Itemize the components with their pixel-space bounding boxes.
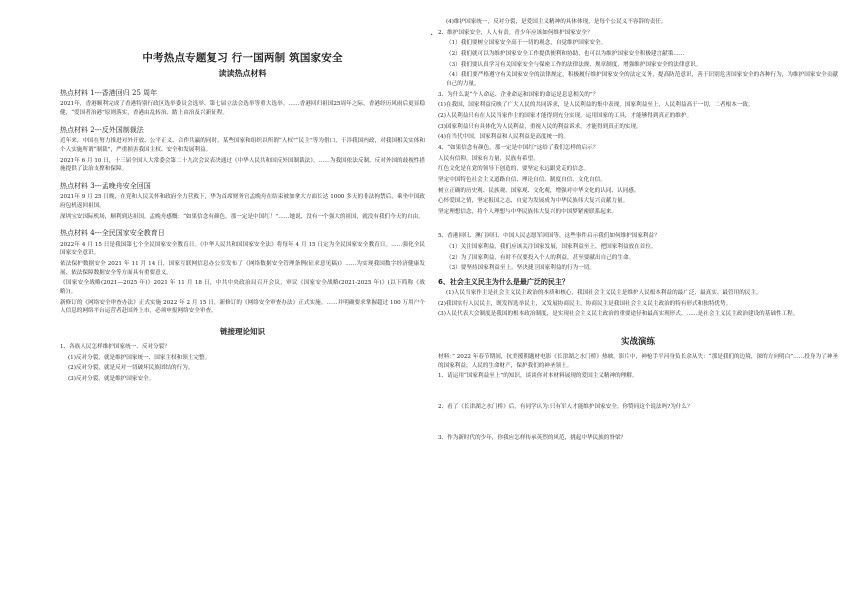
material-paragraph: 新修订的《网络安全审查办法》正式实施 2022 年 2 月 15 日，新修订的《网络安全审查办法》正式实施。……并明确要求掌握超过 100 万用户个人信息的网络平台运营者赴国外上市，必须申报网络安全审查。	[60, 299, 425, 315]
right-paragraph: 4、“如果信念有颜色，那一定是中国红”这给了我们怎样的启示？	[438, 144, 599, 151]
spacer	[438, 218, 838, 232]
right-paragraph: 坚定理想信念，将个人理想与中华民族伟大复兴的中国梦紧密联系起来。	[438, 208, 618, 215]
question-heading: 6、社会主义民主为什么是最广泛的民主？	[438, 278, 569, 287]
answer-space	[438, 414, 838, 434]
material-paragraph: 近年来，中国在努力推进对外开放、公平正义、合作共赢的同时，某些国家和组织以所谓“人权”“民主”等为借口，干涉我国内政，对我国相关实体和个人实施所谓“制裁”，严重损害我国主权、安全和发展利益。	[60, 138, 425, 153]
page-subtitle: 读读热点材料	[218, 69, 267, 78]
answer-line: (1)反对分裂，就是维护国家统一、国家主权和领土完整。	[68, 354, 211, 361]
right-paragraph: 2、维护国家安全，人人有责。青少年应该如何维护国家安全？	[438, 29, 593, 36]
practice-item: 1、请运用“国家利益至上”的知识，谈谈你对本材料展现的爱国主义精神的理解。	[438, 373, 638, 380]
question-text: 1、各族人民怎样维护国家统一、反对分裂？	[60, 343, 170, 350]
right-paragraph: 坚定中国特色社会主义道路自信、理论自信、制度自信、文化自信。	[438, 176, 606, 183]
material-heading: 热点材料 3---孟晚舟安全回国	[60, 181, 151, 190]
right-paragraph: (2)人民利益只有在人民当家作主的国家才能得到充分实现，运用国家的工具，才能够得到真正的维护。	[438, 112, 693, 119]
practice-section	[438, 353, 838, 442]
right-paragraph: (2)我国实行人民民主，既发挥选举民主，又发展协商民主。协商民主是我国社会主义民主政治的特有形式和独特优势。	[438, 300, 732, 307]
practice-heading: 实战演练	[620, 337, 655, 348]
material-paragraph: 2021年 9 月 25 日晚，在党和人民关怀和政府全力营救下，华为首席财务官孟晚舟在结束被加拿大方面长达 1000 多天的非法拘禁后，乘坐中国政府包机返回祖国。	[60, 194, 425, 209]
right-paragraph: (4)维护国家统一，反对分裂，是爱国主义精神的具体体现，是每个公民义不容辞的责任。	[446, 19, 667, 25]
material-paragraph: 深圳宝安国际机场，顺利到达祖国。孟晚舟感慨：“如果信念有颜色，那一定是中国红！”……她说，没有一个强大的祖国，就没有我们今天的自由。	[60, 213, 424, 220]
right-paragraph: （3）要坚持国家利益至上，坚决捷卫国家利益的行为一切。	[446, 265, 595, 272]
header-dot: ·	[430, 30, 434, 41]
answer-line: (3)反对分裂，就是维护国家安全。	[68, 375, 155, 382]
right-paragraph: （4）我们要严格遵守有关国家安全的法律规定，积极履行维护国家安全的法定义务，提高防范意识，善于识别危害国家安全的各种行为，为维护国家安全贡献自己的力量。	[446, 72, 838, 87]
practice-item: 材料：” 2022 年春节期间，抗美援朝题材电影《长津湖之水门桥》热映。影片中，神枪手平河身负长余从失：“那是我们的边境，深的方向明白”……投身为了神圣的国家利益，人民的生命财产，保护我们的神圣领土。	[438, 354, 838, 369]
right-paragraph: 红色文化是在党的领导下创造的，要坚定永远跟党走的信念。	[438, 166, 590, 173]
right-paragraph: （1）我们要树立国家安全高于一切的观念，自觉维护国家安全。	[446, 40, 607, 47]
practice-item: 2、看了《长津湖之水门桥》后，有同学认为:只有军人才能维护国家安全。你赞同这个说法吗?为什么？	[438, 404, 693, 411]
material-heading: 热点材料 1---香港回归 25 周年	[60, 89, 158, 97]
right-column-body	[438, 18, 838, 319]
right-paragraph: (4)在当代中国，国家利益和人民利益是高度统一的。	[438, 134, 569, 141]
right-paragraph: （2）我们就可以为维护国家安全工作提供便利和协助，也可以为维护国家安全积极建言献策……	[446, 50, 685, 57]
right-paragraph: 5、香港回归、澳门回归、中国人民志愿军回国等，这些事件启示我们如何维护国家利益？	[438, 233, 660, 240]
material-heading: 热点材料 4---全民国家安全教育日	[60, 229, 165, 238]
material-paragraph: 2021年，香港顺利完成了香港特别行政区选举委员会选举、第七届立法会选举等重大选举。……香港回归祖国25周年之际，香港经历风雨后更显稳健，“爱国者治港”原则落实，香港由乱转治、踏上由治及兴新征程。	[60, 101, 425, 117]
material-paragraph: 2021年 6 月 10 日，十三届全国人大常委会第二十九次会议表决通过《中华人民共和国反外国制裁法》。……为我国依法反制、反对外国的歧视性措施提供了法治支撑和保障。	[60, 157, 425, 173]
knowledge-heading: 链接理论知识	[220, 326, 265, 336]
right-paragraph: (3)国家利益只有具体化为人民利益，重视人民的利益诉求，才能得到真正的实现。	[438, 123, 642, 130]
right-paragraph: (1)在我国，国家利益反映了广大人民的共同诉求，是人民利益的集中表现。国家利益至上，人民利益高于一切，二者根本一致。	[438, 102, 754, 109]
material-heading: 热点材料 2---反外国制裁法	[60, 125, 144, 134]
right-column	[438, 18, 838, 444]
material-paragraph: 依法保护数据安全 2021 年 11 月 14 日，国家互联网信息办公室发布了《网络数据安全管理条例(征求意见稿)》……为实现我国数字经济健康发展、依法保障数据安全等方面具有重要意义。	[60, 260, 425, 276]
materials-section	[60, 89, 425, 316]
knowledge-questions	[60, 343, 425, 384]
right-paragraph: 3、为什么说“个人命运、企业命运和国家的命运是息息相关的”？	[438, 91, 599, 98]
right-paragraph: (1)人民当家作主是社会主义民主政治的本质和核心，我国社会主义民主是维护人民根本利益的最广泛、最真实、最管用的民主。	[446, 290, 762, 297]
right-paragraph: (3)人民代表大会制度是我国的根本政治制度，是实现社会主义民主政治的重要途径和最高实现形式。……是社会主义民主政治建设的基础性工程。	[438, 311, 799, 318]
material-paragraph: 2022年 4 月 15 日是我国第七个全民国家安全教育日。《中华人民共和国国家安全法》将每年 4 月 15 日定为全民国家安全教育日。……强化全民国家安全意识。	[60, 241, 425, 257]
material-paragraph: 《国家安全战略(2021—2025 年)》2021 年 11 月 18 日，中共中央政治局召开会议，审议《国家安全战略(2021-2025 年)》(以下简称《战略》)。	[60, 280, 425, 295]
page-title: 中考热点专题复习 行一国两制 筑国家安全	[142, 52, 343, 64]
right-paragraph: 人民有信仰，国家有力量，民族有希望。	[438, 155, 539, 162]
left-column	[60, 50, 425, 386]
practice-item: 3、作为新时代的少年，你我应怎样传承英烈的风范，挑起中华民族的脊梁？	[438, 434, 627, 441]
right-paragraph: （2）为了国家利益，有时不仅要投入个人的利益，甚至要献出自己的生命。	[446, 254, 635, 261]
right-paragraph: 心怀爱国之情，坚定报国之志，自觉为发展成为中华民族伟大复兴贡献力量。	[438, 198, 629, 205]
right-paragraph: （1）关注国家利益，我们应该关注国家发展，国家利益至上，把国家利益放在首位。	[446, 244, 657, 251]
right-paragraph: 树立正确的历史观、民族观、国家观、文化观，增强对中华文化的认同、认同感。	[438, 187, 640, 194]
right-paragraph: （3）我们要认真学习有关国家安全与保密工作的法律法规、规章制度，增强维护国家安全的法律意识。	[446, 61, 702, 68]
answer-space	[438, 383, 838, 403]
answer-line: (2)反对分裂，就是反对一切破坏民族团结的行为。	[68, 365, 194, 372]
